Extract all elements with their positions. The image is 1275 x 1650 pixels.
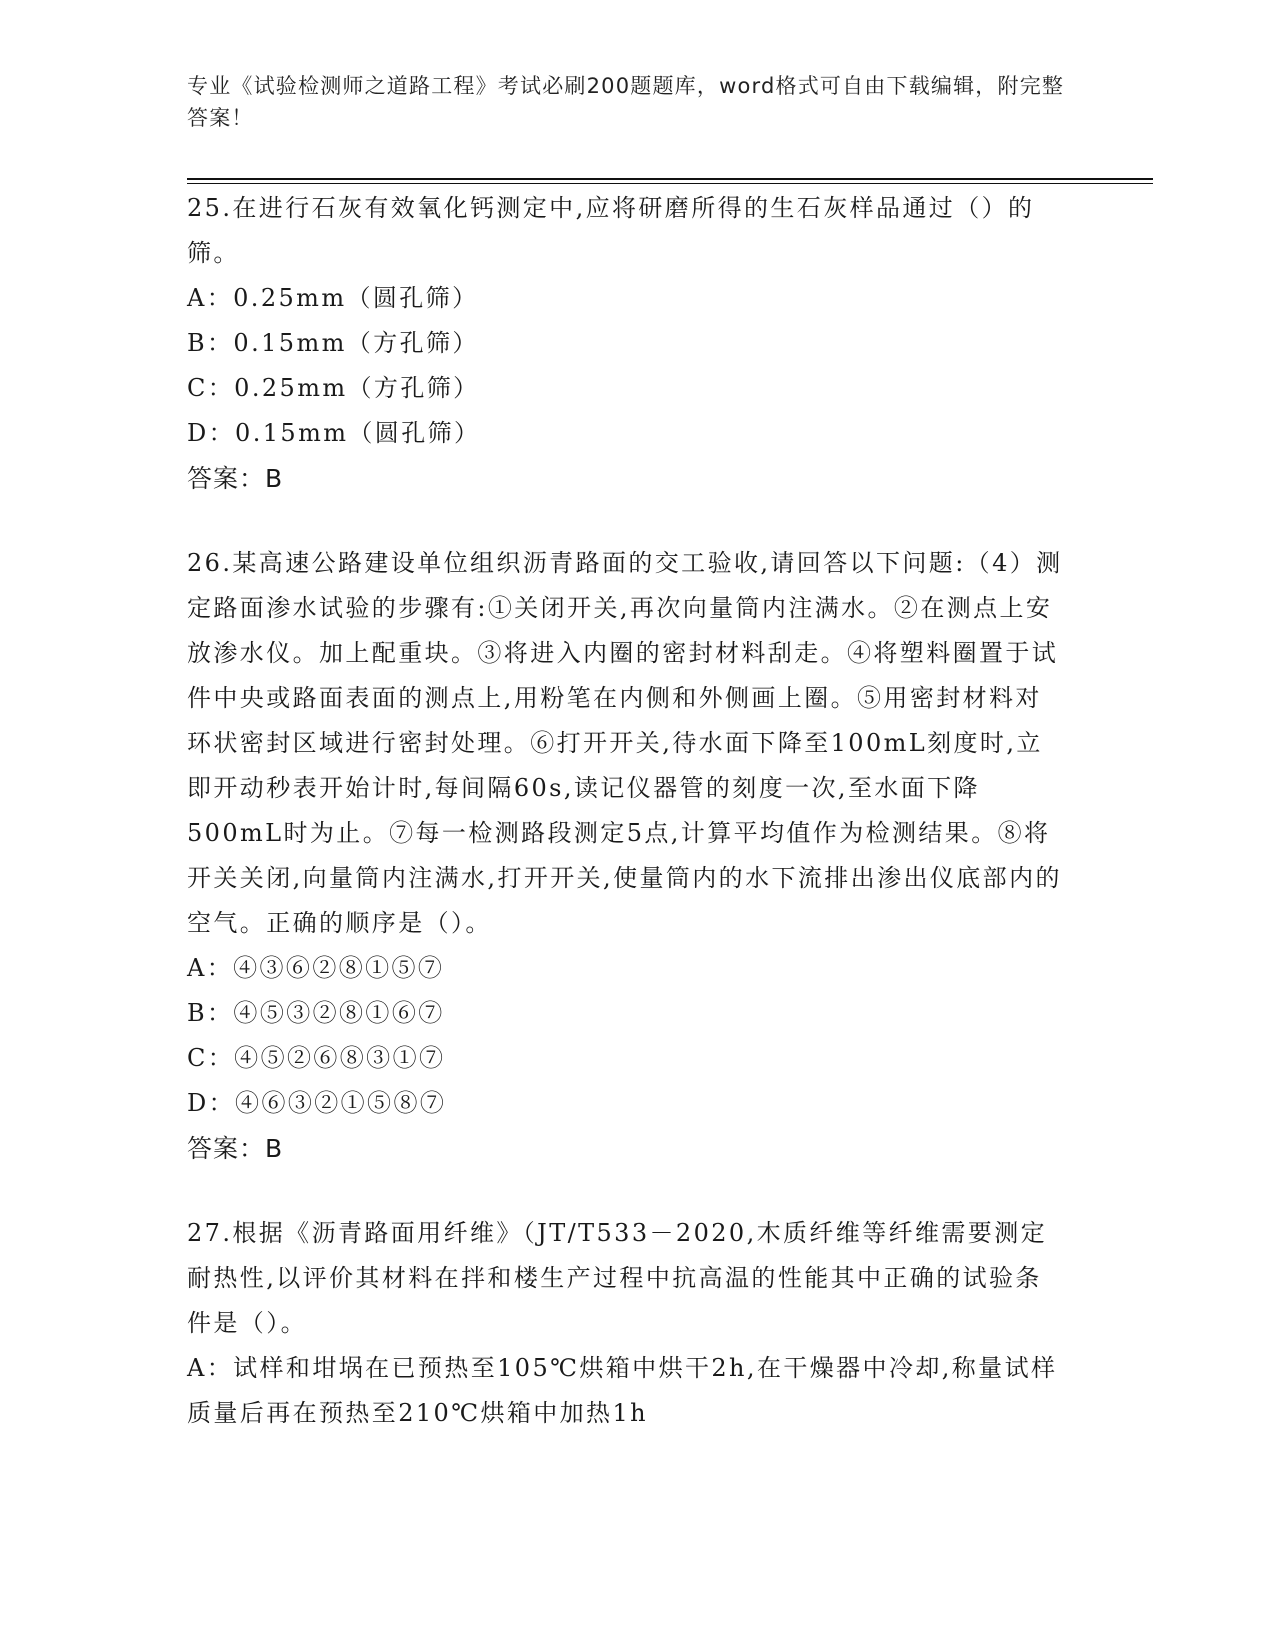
answer-text: 答案：B xyxy=(187,1134,284,1163)
option-c: C：④⑤②⑥⑧③①⑦ xyxy=(187,1044,446,1072)
question-text: 25.在进行石灰有效氧化钙测定中,应将研磨所得的生石灰样品通过（）的筛。 xyxy=(187,194,1035,267)
option-a: A：试样和坩埚在已预热至105℃烘箱中烘干2h,在干燥器中冷却,称量试样质量后再在预热至210℃烘箱中加热1h xyxy=(187,1354,1058,1427)
option-d: D：④⑥③②①⑤⑧⑦ xyxy=(187,1089,447,1117)
question-27 xyxy=(187,1211,1067,1436)
header-divider-thin xyxy=(187,183,1153,184)
question-26 xyxy=(187,541,1067,1171)
question-25 xyxy=(187,186,1067,501)
question-list xyxy=(187,186,1067,1476)
question-text: 27.根据《沥青路面用纤维》（JT/T533－2020,木质纤维等纤维需要测定耐热性,以评价其材料在拌和楼生产过程中抗高温的性能其中正确的试验条件是（）。 xyxy=(187,1219,1048,1337)
question-text: 26.某高速公路建设单位组织沥青路面的交工验收,请回答以下问题:（4）测定路面渗水试验的步骤有:①关闭开关,再次向量筒内注满水。②在测点上安放渗水仪。加上配重块。③将进入内圈的密封材料刮走。④将塑料圈置于试件中央或路面表面的测点上,用粉笔在内侧和外侧画上圈。⑤用密封材料对环状密封区域进行密封处理。⑥打开开关,待水面下降至100mL刻度时,立即开动秒表开始计时,每间隔60s,读记仪器管的刻度一次,至水面下降500mL时为止。⑦每一检测路段测定5点,计算平均值作为检测结果。⑧将开关关闭,向量筒内注满水,打开开关,使量筒内的水下流排出渗出仪底部内的空气。正确的顺序是（）。 xyxy=(187,549,1063,937)
option-a: A：0.25mm（圆孔筛） xyxy=(187,284,479,312)
answer-text: 答案：B xyxy=(187,464,284,493)
header-divider-thick xyxy=(187,178,1153,180)
option-b: B：④⑤③②⑧①⑥⑦ xyxy=(187,999,445,1027)
page-header: 专业《试验检测师之道路工程》考试必刷200题题库，word格式可自由下载编辑，附完整答案！ xyxy=(187,74,1065,130)
option-a: A：④③⑥②⑧①⑤⑦ xyxy=(187,954,445,982)
option-d: D：0.15mm（圆孔筛） xyxy=(187,419,481,447)
option-c: C：0.25mm（方孔筛） xyxy=(187,374,480,402)
option-b: B：0.15mm（方孔筛） xyxy=(187,329,479,357)
